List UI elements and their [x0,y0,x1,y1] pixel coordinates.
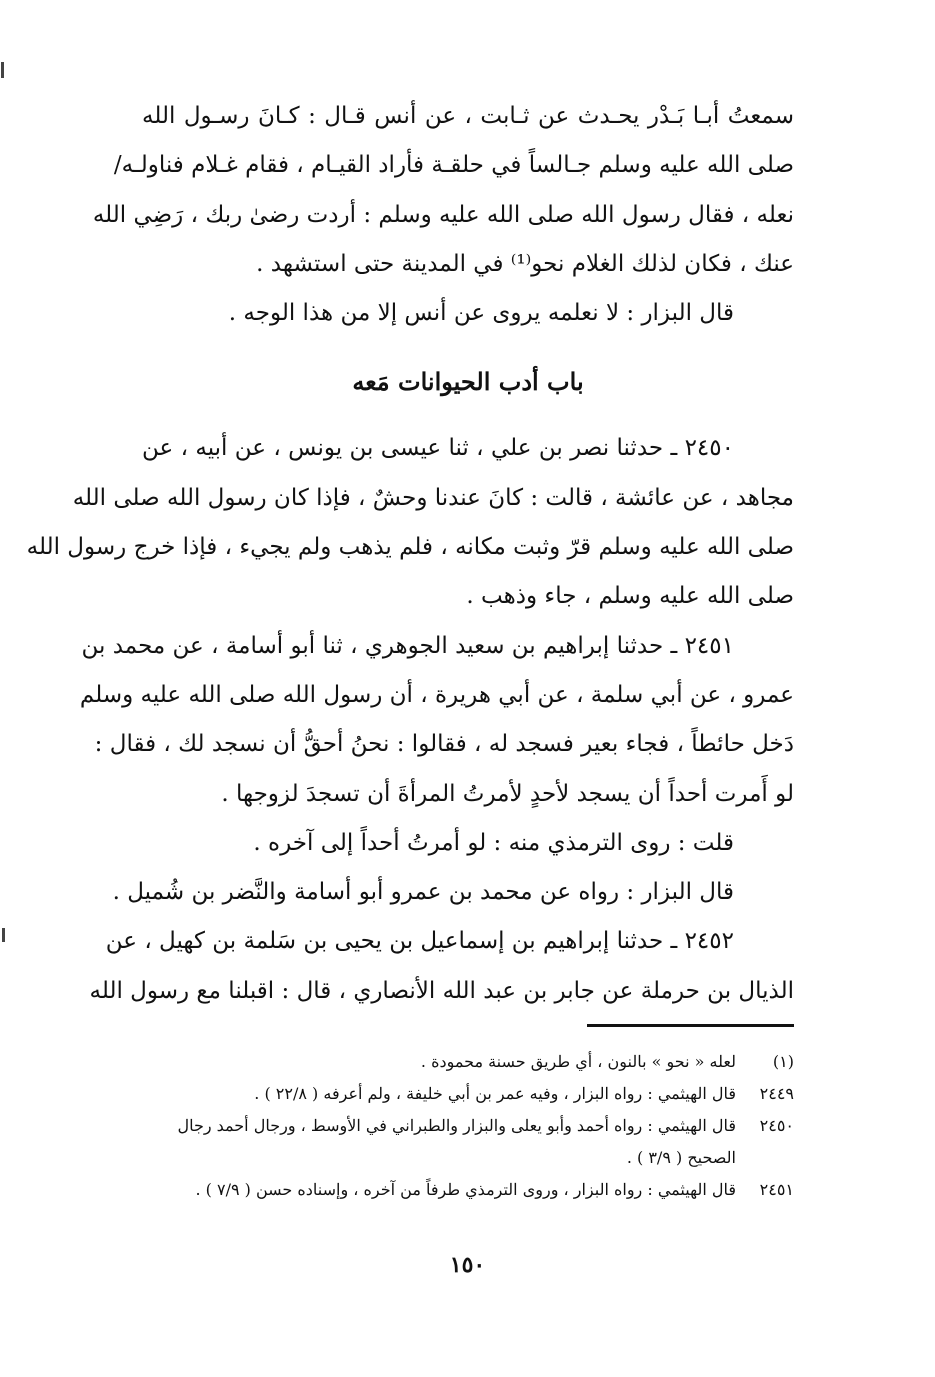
footnote-divider [587,1024,794,1027]
footnote-text [142,1174,736,1206]
text-line: لو أَمرت أحداً أن يسجد لأحدٍ لأمرتُ المرأةَ أن تسجدَ لزوجها . [221,780,794,807]
opening-paragraph [92,92,794,338]
text-line: قلت : روى الترمذي منه : لو أمرتُ أحداً إلى آخره . [253,829,734,856]
text-line: الذيال بن حرملة عن جابر بن عبد الله الأنصاري ، قال : اقبلنا مع رسول الله [89,977,794,1004]
footnotes [142,1046,794,1206]
footnote-text [142,1046,736,1078]
footnote-line: لعله « نحو » بالنون ، أي طريق حسنة محمودة . [420,1052,736,1071]
text-line: نعله ، فقال رسول الله صلى الله عليه وسلم : أردت رضىٰ ربك ، رَضِي الله [92,201,794,228]
text-line: سمعتُ أبـا بَـدْر يحـدث عن ثـابت ، عن أنس قـال : كـانَ رسـول الله [142,103,794,129]
hadith-paragraphs [26,424,794,1016]
text-line: مجاهد ، عن عائشة ، قالت : كانَ عندنا وحشٌ ، فإذا كان رسول الله صلى الله [72,484,794,511]
scan-margin-mark-middle [2,928,5,942]
text-line: صلى الله عليه وسلم قرّ وثبت مكانه ، فلم يذهب ولم يجيء ، فإذا خرج رسول الله [26,534,794,561]
footnote-text [142,1078,736,1110]
text-line: عنك ، فكان لذلك الغلام نحو⁽¹⁾ في المدينة حتى استشهد . [256,250,794,277]
footnote-line: قال الهيثمي : رواه أحمد وأبو يعلى والبزار والطبراني في الأوسط ، ورجال أحمد رجال [177,1116,736,1135]
scan-margin-mark-top [1,62,4,78]
footnote [142,1174,794,1206]
footnote-number: ٢٤٥٠ [759,1116,794,1135]
footnote-number: ٢٤٤٩ [759,1084,794,1103]
text-line: ٢٤٥٢ ـ حدثنا إبراهيم بن إسماعيل بن يحيى بن سَلمة بن كهيل ، عن [105,928,734,955]
footnote [142,1110,794,1174]
text-line: صلى الله عليه وسلم ، جاء وذهب . [466,583,794,610]
text-line: عمرو ، عن أبي سلمة ، عن أبي هريرة ، أن رسول الله صلى الله عليه وسلم [79,681,794,708]
page-number: ١٥٠ [449,1252,486,1278]
footnote-number: ٢٤٥١ [759,1180,794,1199]
text-line: صلى الله عليه وسلم جـالساً في حلقـة فأراد القيـام ، فقام غـلام فناولـه/ [113,152,794,179]
main-text [26,92,794,1016]
text-line: قال البزار : رواه عن محمد بن عمرو أبو أسامة والنَّضر بن شُميل . [112,879,734,906]
footnote-line: قال الهيثمي : رواه البزار ، وروى الترمذي طرفاً من آخره ، وإسناده حسن ( ٧/٩ ) . [195,1180,736,1199]
chapter-heading: باب أدب الحيوانات مَعه [352,367,584,397]
text-line: ٢٤٥١ ـ حدثنا إبراهيم بن سعيد الجوهري ، ثنا أبو أسامة ، عن محمد بن [81,632,734,659]
footnote [142,1046,794,1078]
text-line: قال البزار : لا نعلمه يروى عن أنس إلا من هذا الوجه . [228,300,734,327]
footnote-line: الصحيح ( ٣/٩ ) . [626,1148,736,1167]
text-line: ٢٤٥٠ ـ حدثنا نصر بن علي ، ثنا عيسى بن يونس ، عن أبيه ، عن [142,435,734,462]
text-line: دَخل حائطاً ، فجاء بعير فسجد له ، فقالوا : نحنُ أحقُّ أن نسجد لك ، فقال : [94,731,794,758]
footnote-text [142,1110,736,1174]
footnote [142,1078,794,1110]
footnote-number: (١) [772,1052,794,1071]
footnote-line: قال الهيثمي : رواه البزار ، وفيه عمر بن أبي خليفة ، ولم أعرفه ( ٢٢/٨ ) . [254,1084,736,1103]
